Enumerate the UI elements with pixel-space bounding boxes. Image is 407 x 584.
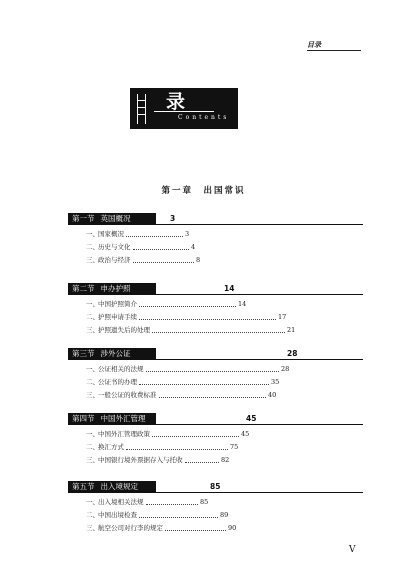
entry-page-number: 3 [185,230,190,238]
section-heading-bar [68,283,156,294]
leader-dots [146,371,279,372]
page-folio: V [349,545,356,555]
toc-entry[interactable] [68,454,363,467]
toc-section [68,481,363,535]
leader-dots [133,262,194,263]
entry-ordinal: 三、 [86,524,99,532]
leader-dots [139,384,269,385]
entry-page-number: 85 [200,498,209,506]
ladder-ornament-icon [137,94,146,124]
toc-section [68,413,363,467]
section-page-number: 14 [224,284,235,293]
contents-subtitle: Contents [178,114,230,121]
entry-page-number: 40 [268,391,277,399]
entry-label: 中国外汇管理政策 [98,430,150,438]
entry-page-number: 4 [191,243,196,251]
running-header: 目录 [307,40,361,51]
entry-ordinal: 一、 [86,498,99,506]
entry-page-number: 89 [220,511,229,519]
toc-entry[interactable] [68,496,363,509]
entry-ordinal: 二、 [86,313,99,321]
entry-page-number: 75 [230,443,239,451]
section-title: 涉外公证 [100,349,131,358]
entry-page-number: 28 [281,365,290,373]
section-title: 出入境规定 [100,482,138,491]
leader-dots [146,504,198,505]
entry-page-number: 14 [238,300,247,308]
entry-label: 政治与经济 [98,256,131,264]
entry-list [68,496,363,535]
entry-label: 国家概况 [98,230,124,238]
section-number: 第一节 [72,214,95,223]
section-page-number: 85 [210,482,221,491]
toc-entry[interactable] [68,509,363,522]
contents-title-block [130,88,238,129]
entry-page-number: 45 [241,430,250,438]
section-heading-bar [68,481,156,492]
entry-page-number: 21 [287,326,296,334]
leader-dots [139,319,276,320]
leader-dots [126,449,228,450]
entry-ordinal: 二、 [86,511,99,519]
toc-section [68,283,363,337]
leader-dots [152,332,285,333]
section-heading[interactable] [68,213,363,225]
section-title: 中国外汇管理 [100,414,146,423]
section-heading[interactable] [68,413,363,425]
entry-ordinal: 一、 [86,230,99,238]
entry-list [68,298,363,337]
entry-ordinal: 一、 [86,430,99,438]
leader-dots [185,462,219,463]
entry-page-number: 82 [221,456,230,464]
chapter-title: 第一章 出国常识 [161,186,246,196]
entry-ordinal: 三、 [86,456,99,464]
entry-label: 护照遗失后的处理 [98,326,150,334]
section-number: 第四节 [72,414,95,423]
section-page-number: 3 [170,214,176,223]
entry-label: 出入境相关法规 [98,498,144,506]
entry-ordinal: 一、 [86,365,99,373]
entry-label: 航空公司对行李的规定 [98,524,163,532]
entry-ordinal: 三、 [86,326,99,334]
toc-entry[interactable] [68,228,363,241]
entry-label: 中国护照简介 [98,300,137,308]
leader-dots [139,517,218,518]
section-title: 英国概况 [100,214,131,223]
entry-label: 换汇方式 [98,443,124,451]
section-number: 第五节 [72,482,95,491]
leader-dots [165,530,226,531]
entry-page-number: 90 [228,524,237,532]
entry-label: 中国银行境外票据存入与托收 [98,456,183,464]
section-heading[interactable] [68,283,363,295]
section-title: 申办护照 [100,284,131,293]
entry-ordinal: 一、 [86,300,99,308]
toc-section [68,348,363,402]
section-page-number: 45 [246,414,257,423]
leader-dots [133,249,189,250]
entry-label: 护照申请手续 [98,313,137,321]
section-heading[interactable] [68,481,363,493]
entry-page-number: 35 [271,378,280,386]
entry-label: 一般公证的收费标准 [98,391,157,399]
toc-entry[interactable] [68,324,363,337]
entry-ordinal: 二、 [86,378,99,386]
entry-ordinal: 三、 [86,391,99,399]
toc-entry[interactable] [68,298,363,311]
entry-label: 公证书的办理 [98,378,137,386]
entry-page-number: 17 [278,313,287,321]
section-page-number: 28 [287,349,298,358]
section-heading[interactable] [68,348,363,360]
toc-entry[interactable] [68,428,363,441]
contents-title: 录 [166,91,186,113]
section-number: 第二节 [72,284,95,293]
toc-entry[interactable] [68,389,363,402]
leader-dots [139,306,236,307]
section-heading-bar [68,413,156,424]
toc-entry[interactable] [68,441,363,454]
section-number: 第三节 [72,349,95,358]
entry-ordinal: 二、 [86,443,99,451]
toc-section [68,213,363,267]
leader-dots [159,397,266,398]
entry-label: 中国出境检查 [98,511,137,519]
entry-page-number: 8 [196,256,201,264]
entry-label: 历史与文化 [98,243,131,251]
toc-entry[interactable] [68,241,363,254]
toc-entry[interactable] [68,254,363,267]
leader-dots [152,436,239,437]
toc-entry[interactable] [68,376,363,389]
toc-entry[interactable] [68,311,363,324]
toc-entry[interactable] [68,522,363,535]
section-heading-bar [68,213,156,224]
leader-dots [126,236,183,237]
entry-ordinal: 二、 [86,243,99,251]
section-heading-bar [68,348,156,359]
toc-entry[interactable] [68,363,363,376]
entry-ordinal: 三、 [86,256,99,264]
entry-list [68,228,363,267]
entry-list [68,363,363,402]
entry-list [68,428,363,467]
title-rule [154,111,214,112]
entry-label: 公证相关的法规 [98,365,144,373]
